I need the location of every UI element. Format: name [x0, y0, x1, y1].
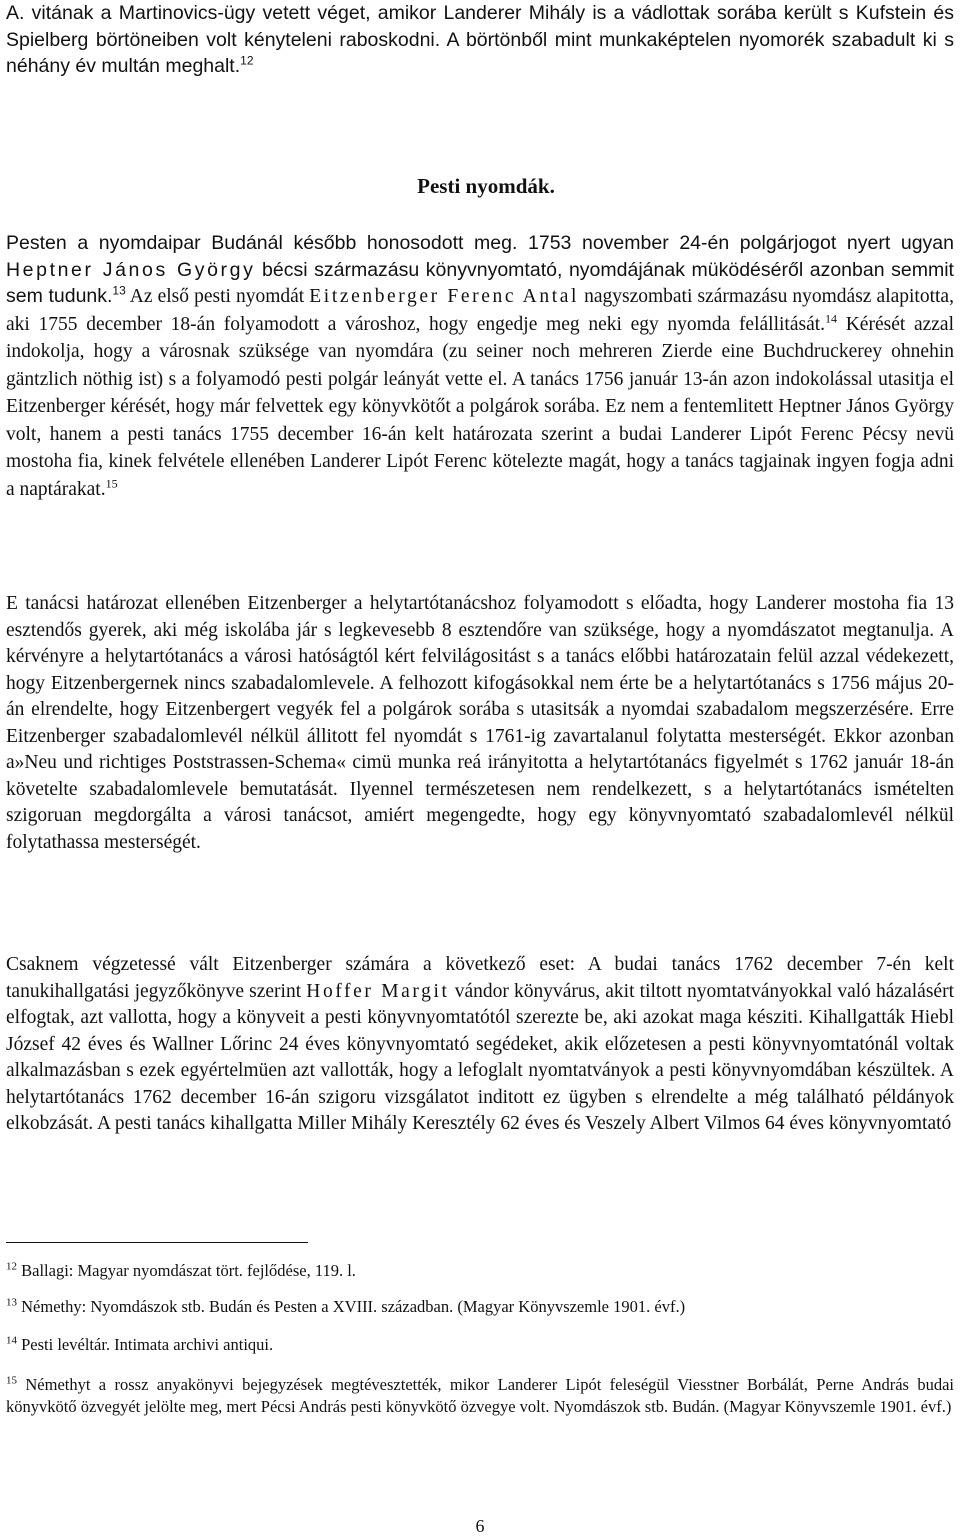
footnote-ref-15[interactable]: 15: [105, 476, 118, 490]
intro-text: A. vitának a Martinovics-ügy vetett véget, amikor Landerer Mihály is a vádlottak sorába került s Kufstein és Spielberg börtöneiben volt kényteleni raboskodni. A börtönből mint munkaképtelen nyomorék szabadult ki s néhány év multán meghalt.: [6, 2, 954, 77]
footnote-text: Némethy: Nyomdászok stb. Budán és Pesten a XVIII. században. (Magyar Könyvszemle 1901. évf.): [17, 1297, 686, 1316]
text: Kérését azzal indokolja, hogy a városnak szüksége van nyomdára (zu seiner noch mehreren Zierde eine Buchdruckerey ohnehin gäntzlich nöthig ist) s a folyamodó pesti polgár leányát vette el. A tanács 1756 január 13-án azon indokolással utasitja el Eitzenberger kérését, hogy már felvettek egy könyvkötőt a polgárok sorába. Ez nem a fentemlitett Heptner János György volt, hanem a pesti tanács 1755 december 16-án kelt határozata szerint a budai Landerer Lipót Ferenc Pécsy nevü mostoha fia, kinek felvétele ellenében Landerer Lipót Ferenc kötelezte magát, hogy a tanács tagjainak ingyen fogja adni a naptárakat.: [6, 313, 954, 500]
paragraph-petition: E tanácsi határozat ellenében Eitzenberger a helytartótanácshoz folyamodott s előadta, hogy Landerer mostoha fia 13 esztendős gyerek, aki még iskolába jár s legkevesebb 8 esztendőre van szüksége, hogy a nyomdászatot megtanulja. A kérvényre a helytartótanács a városi hatóságtól kért felvilágositást s a tanács előbbi határozatain felül azzal védekezett, hogy Eitzenbergernek nincs szabadalomlevele. A felhozott kifogásokkal nem érte be a helytartótanács s 1756 május 20-án elrendelte, hogy Eitzenbergert vegyék fel a polgárok sorába s utasitsák a nyomdai szabadalom megszerzésére. Erre Eitzenberger szabadalomlevél nélkül állitott fel nyomdát s 1761-ig zavartalanul folytatta mesterségét. Ekkor azonban a»Neu und richtiges Poststrassen-Schema« cimü munka reá irányitotta a helytartótanács figyelmét s 1762 január 18-án követelte szabadalomlevele bemutatását. Ilyennel természetesen nem rendelkezett, s a helytartótanács ismételten szigoruan megdorgálta a városi tanácsot, amiért megengedte, hogy egy könyvnyomtató szabadalomlevél nélkül folytathassa mesterségét.: [6, 593, 954, 853]
footnote-number: 13: [6, 1296, 17, 1309]
text: Pesten a nyomdaipar Budánál később honosodott meg. 1753 november 24-én polgárjogot nyert ugyan: [6, 232, 954, 254]
footnote-15: [6, 1374, 954, 1418]
footnote-number: 12: [6, 1260, 17, 1273]
name-eitzenberger: Eitzenberger Ferenc Antal: [309, 286, 579, 307]
footnote-divider: [6, 1242, 308, 1243]
footnote-ref-14[interactable]: 14: [825, 311, 838, 325]
text: Csaknem végzetessé vált Eitzenberger számára a következő eset: A budai tanács 1762 december 7-én kelt tanukihallgatási jegyzőkönyve szerint: [6, 954, 954, 1002]
footnote-14: [6, 1334, 954, 1356]
footnote-number: 14: [6, 1334, 17, 1347]
document-page: [6, 0, 954, 1537]
text: Az első pesti nyomdát: [125, 286, 310, 307]
page-number: 6: [475, 1516, 485, 1536]
paragraph-hoffer: [6, 952, 954, 1138]
footnote-text: Ballagi: Magyar nyomdászat tört. fejlődése, 119. l.: [17, 1261, 356, 1280]
name-hoffer: Hoffer Margit: [306, 980, 450, 1002]
section-heading: Pesti nyomdák.: [417, 174, 555, 198]
footnote-ref-13[interactable]: 13: [112, 283, 126, 298]
footnote-13: [6, 1296, 954, 1318]
text: vándor könyvárus, akit tiltott nyomtatványokkal való házalásért elfogtak, azt vallotta, hogy a könyveit a pesti könyvnyomtatótól szerezte be, aki azokat maga késziti. Kihallgatták Hiebl József 42 éves és Wallner Lőrinc 24 éves könyvnyomtató segédeket, akik előzetesen a pesti könyvnyomtatónál voltak alkalmazásban s ezek egyértelmüen azt vallották, hogy a lefoglalt nyomtatványok a pesti könyvnyomdában készültek. A helytartótanács 1762 december 16-án szigoru vizsgálatot inditott ez ügyben s elrendelte a még található példányok elkobzását. A pesti tanács kihallgatta Miller Mihály Keresztély 62 éves és Veszely Albert Vilmos 64 éves könyvnyomtató: [6, 980, 954, 1134]
footnote-text: Pesti levéltár. Intimata archivi antiqui.: [17, 1335, 274, 1354]
footnote-text: Némethyt a rossz anyakönyvi bejegyzések megtévesztették, mikor Landerer Lipót feleségül Viesstner Borbálát, Perne András budai könyvkötő özvegyét jelölte meg, mert Pécsi András pesti könyvkötő özvegye volt. Nyomdászok stb. Budán. (Magyar Könyvszemle 1901. évf.): [6, 1375, 954, 1416]
intro-paragraph: [6, 0, 954, 80]
name-heptner: Heptner János György: [6, 258, 256, 281]
footnote-12: [6, 1260, 954, 1282]
footnote-ref-12[interactable]: 12: [240, 53, 254, 68]
text: bécsi származásu könyvnyomtató, nyomdájának müködéséről azonban semmit sem tudunk.: [6, 258, 954, 307]
footnote-number: 15: [6, 1374, 17, 1387]
paragraph-pest-printing: [6, 230, 954, 503]
text: nagyszombati származásu nyomdász alapitotta, aki 1755 december 18-án folyamodott a városhoz, hogy engedje meg neki egy nyomda felállitását.: [6, 286, 954, 335]
